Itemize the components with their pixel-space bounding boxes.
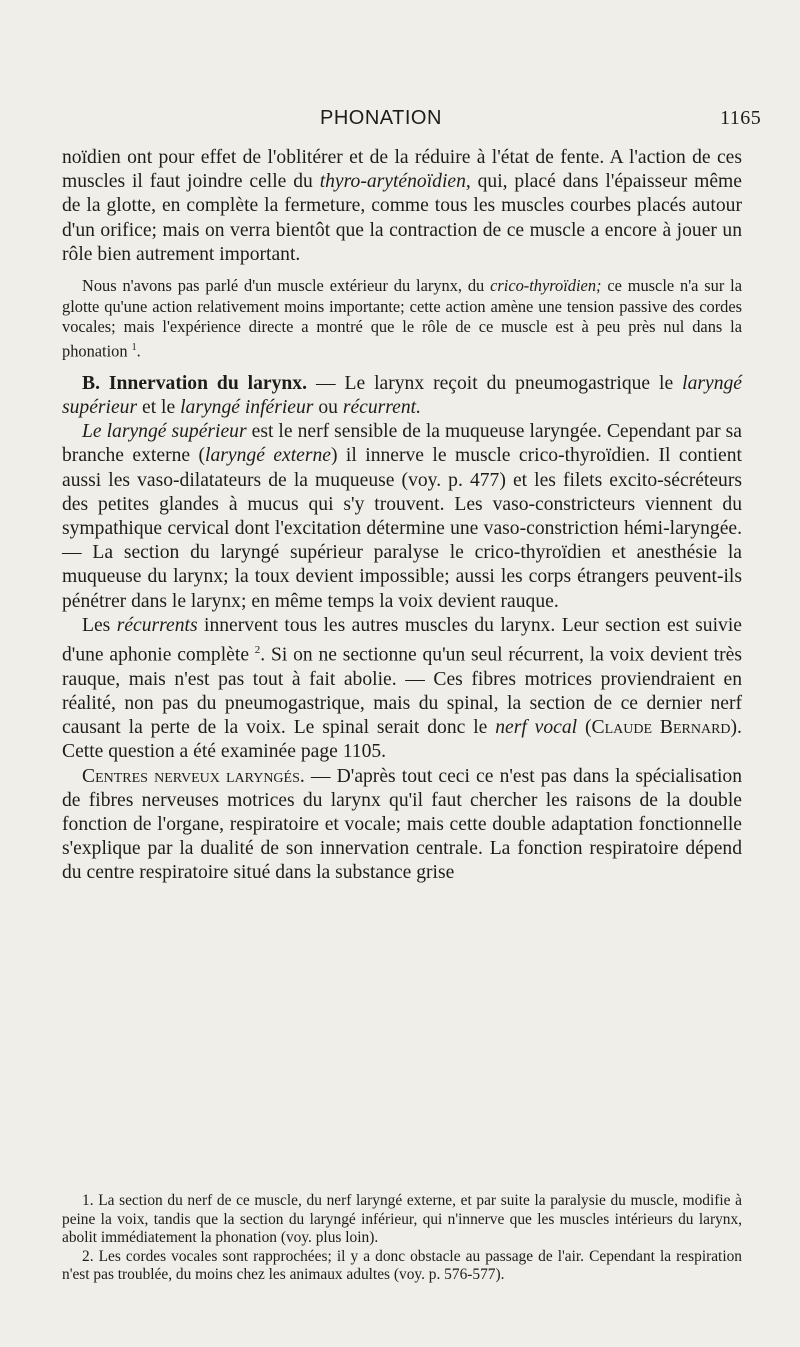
main-text [62, 146, 742, 886]
running-title: PHONATION [320, 107, 442, 129]
paragraph-continuation: noïdien ont pour effet de l'oblitérer et de la réduire à l'état de fente. A l'action de ces muscles il faut joindre celle du thyro-aryténoïdien, qui, placé dans l'épaisseur même de la glotte, en complète la fermeture, comme tous les muscles courbes placés autour d'un orifice; mais on verra bientôt que la contraction de ce muscle a encore à jouer un rôle bien autrement important. [62, 147, 742, 265]
term-thyro-arytenoidien: thyro-aryténoïdien, [319, 171, 471, 193]
small-print-note: Nous n'avons pas parlé d'un muscle extérieur du larynx, du crico-thyroïdien; ce muscle n'a sur la glotte qu'une action relativement moins importante; cette action amène une tension passive des cordes vocales; mais l'expérience directe a montré que le rôle de ce muscle est à peu près nul dans la phonation $^1$. [62, 276, 742, 361]
subsection-heading-centres: Centres nerveux laryngés. [82, 765, 305, 787]
centres-nerveux-paragraph: Centres nerveux laryngés. — D'après tout ceci ce n'est pas dans la spécialisation de fibres nerveuses motrices du larynx qu'il faut chercher les raisons de la double fonction de l'organe, respiratoire et vocale; mais cette double adaptation fonctionnelle s'explique par la dualité de son innervation centrale. La fonction respiratoire dépend du centre respiratoire situé dans la substance grise [62, 765, 743, 884]
author-name: Claude Bernard [591, 717, 731, 739]
page-number: 1165 [720, 107, 762, 129]
term-crico-thyroidien: crico-thyroïdien; [490, 276, 602, 296]
footnote-1: 1. La section du nerf de ce muscle, du nerf laryngé externe, et par suite la paralysie du muscle, modifie à peine la voix, tandis que la section du laryngé inférieur, qui n'innerve que les muscles intérieurs du larynx, abolit immédiatement la phonation (voy. plus loin). [62, 1192, 742, 1247]
laryngé-superieur-paragraph: Le laryngé supérieur est le nerf sensible de la muqueuse laryngée. Cependant par sa branche externe (laryngé externe) il innerve le muscle crico-thyroïdien. Il contient aussi les vaso-dilatateurs de la muqueuse (voy. p. 477) et les filets excito-sécréteurs des petites glandes à mucus qui s'y trouvent. Les vaso-constricteurs viennent du sympathique cervical dont l'excitation détermine une vaso-constriction hémi-laryngée. — La section du laryngé supérieur paralyse le crico-thyroïdien et anesthésie la muqueuse du larynx; la toux devient impossible; aussi les corps étrangers peuvent-ils pénétrer dans le larynx; en même temps la voix devient rauque. [62, 421, 742, 612]
section-heading-innervation: B. Innervation du larynx. [82, 372, 307, 394]
footnote-2: 2. Les cordes vocales sont rapprochées; il y a donc obstacle au passage de l'air. Cependant la respiration n'est pas troublée, du moins chez les animaux adultes (voy. p. 576-577). [62, 1247, 742, 1284]
footnotes [62, 1192, 742, 1285]
footnote-ref-2[interactable]: 2 [254, 644, 261, 657]
running-header [0, 107, 800, 137]
recurrents-paragraph: Les récurrents innervent tous les autres muscles du larynx. Leur section est suivie d'une aphonie complète $^2$. Si on ne sectionne qu'un seul récurrent, la voix devient très rauque, mais n'est pas tout à fait abolie. — Ces fibres motrices proviendraient en réalité, non pas du pneumogastrique, mais du spinal, la section de ce dernier nerf causant la perte de la voix. Le spinal serait donc le nerf vocal (Claude Bernard). Cette question a été examinée page 1105. [62, 614, 742, 763]
footnote-ref-1[interactable]: 1 [131, 341, 137, 353]
section-b-paragraph: B. Innervation du larynx. — Le larynx reçoit du pneumogastrique le laryngé supérieur et le laryngé inférieur ou récurrent. [62, 372, 742, 419]
